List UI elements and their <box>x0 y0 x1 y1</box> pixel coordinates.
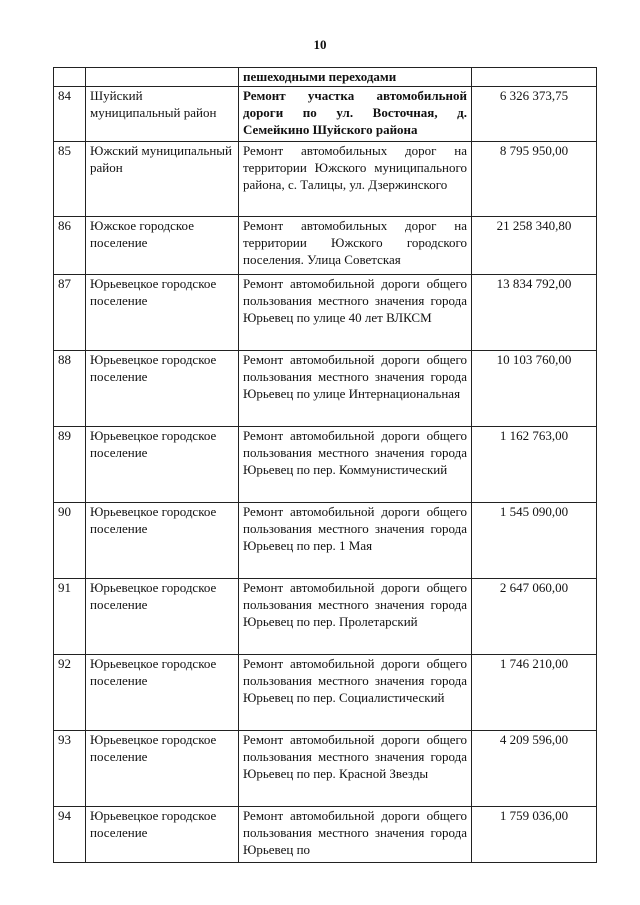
row-description: Ремонт автомобильной дороги общего пользования местного значения города Юрьевец по пер. Красной Звезды <box>239 731 472 807</box>
row-number: 94 <box>54 807 86 863</box>
row-amount: 4 209 596,00 <box>472 731 597 807</box>
row-amount: 1 545 090,00 <box>472 503 597 579</box>
row-number: 86 <box>54 217 86 275</box>
row-description: Ремонт автомобильной дороги общего пользования местного значения города Юрьевец по улице 40 лет ВЛКСМ <box>239 275 472 351</box>
table-row <box>54 351 597 427</box>
row-number: 89 <box>54 427 86 503</box>
row-amount: 1 759 036,00 <box>472 807 597 863</box>
row-amount: 10 103 760,00 <box>472 351 597 427</box>
table-row <box>54 503 597 579</box>
table-row <box>54 142 597 217</box>
funding-table <box>53 67 597 863</box>
row-recipient: Юрьевецкое городское поселение <box>86 351 239 427</box>
row-description: Ремонт автомобильных дорог на территории Южского муниципального района, с. Талицы, ул. Дзержинского <box>239 142 472 217</box>
row-description: Ремонт участка автомобильной дороги по ул. Восточная, д. Семейкино Шуйского района <box>239 87 472 142</box>
row-recipient: Южское городское поселение <box>86 217 239 275</box>
row-recipient <box>86 68 239 87</box>
row-recipient: Юрьевецкое городское поселение <box>86 427 239 503</box>
row-number: 85 <box>54 142 86 217</box>
row-description: Ремонт автомобильной дороги общего пользования местного значения города Юрьевец по пер. Коммунистический <box>239 427 472 503</box>
row-recipient: Шуйский муниципальный район <box>86 87 239 142</box>
row-description: Ремонт автомобильной дороги общего пользования местного значения города Юрьевец по <box>239 807 472 863</box>
row-recipient: Юрьевецкое городское поселение <box>86 579 239 655</box>
row-number: 84 <box>54 87 86 142</box>
row-description: Ремонт автомобильных дорог на территории Южского городского поселения. Улица Советская <box>239 217 472 275</box>
table-row-continuation <box>54 68 597 87</box>
row-number: 91 <box>54 579 86 655</box>
row-description: пешеходными переходами <box>239 68 472 87</box>
table-row <box>54 807 597 863</box>
table-row <box>54 579 597 655</box>
row-recipient: Юрьевецкое городское поселение <box>86 731 239 807</box>
row-number: 92 <box>54 655 86 731</box>
row-description: Ремонт автомобильной дороги общего пользования местного значения города Юрьевец по улице Интернациональная <box>239 351 472 427</box>
row-recipient: Южский муниципальный район <box>86 142 239 217</box>
table-row <box>54 731 597 807</box>
table-row <box>54 655 597 731</box>
row-description: Ремонт автомобильной дороги общего пользования местного значения города Юрьевец по пер. Пролетарский <box>239 579 472 655</box>
table-row <box>54 217 597 275</box>
row-number: 88 <box>54 351 86 427</box>
row-amount: 2 647 060,00 <box>472 579 597 655</box>
row-amount: 1 162 763,00 <box>472 427 597 503</box>
row-amount: 6 326 373,75 <box>472 87 597 142</box>
row-number: 90 <box>54 503 86 579</box>
row-amount <box>472 68 597 87</box>
row-amount: 1 746 210,00 <box>472 655 597 731</box>
row-recipient: Юрьевецкое городское поселение <box>86 503 239 579</box>
row-description: Ремонт автомобильной дороги общего пользования местного значения города Юрьевец по пер. 1 Мая <box>239 503 472 579</box>
row-amount: 21 258 340,80 <box>472 217 597 275</box>
table-row <box>54 87 597 142</box>
row-number <box>54 68 86 87</box>
page-number: 10 <box>313 37 327 52</box>
row-recipient: Юрьевецкое городское поселение <box>86 275 239 351</box>
table-row <box>54 427 597 503</box>
row-amount: 8 795 950,00 <box>472 142 597 217</box>
row-recipient: Юрьевецкое городское поселение <box>86 807 239 863</box>
table-row <box>54 275 597 351</box>
row-number: 87 <box>54 275 86 351</box>
row-amount: 13 834 792,00 <box>472 275 597 351</box>
row-number: 93 <box>54 731 86 807</box>
row-description: Ремонт автомобильной дороги общего пользования местного значения города Юрьевец по пер. Социалистический <box>239 655 472 731</box>
row-recipient: Юрьевецкое городское поселение <box>86 655 239 731</box>
